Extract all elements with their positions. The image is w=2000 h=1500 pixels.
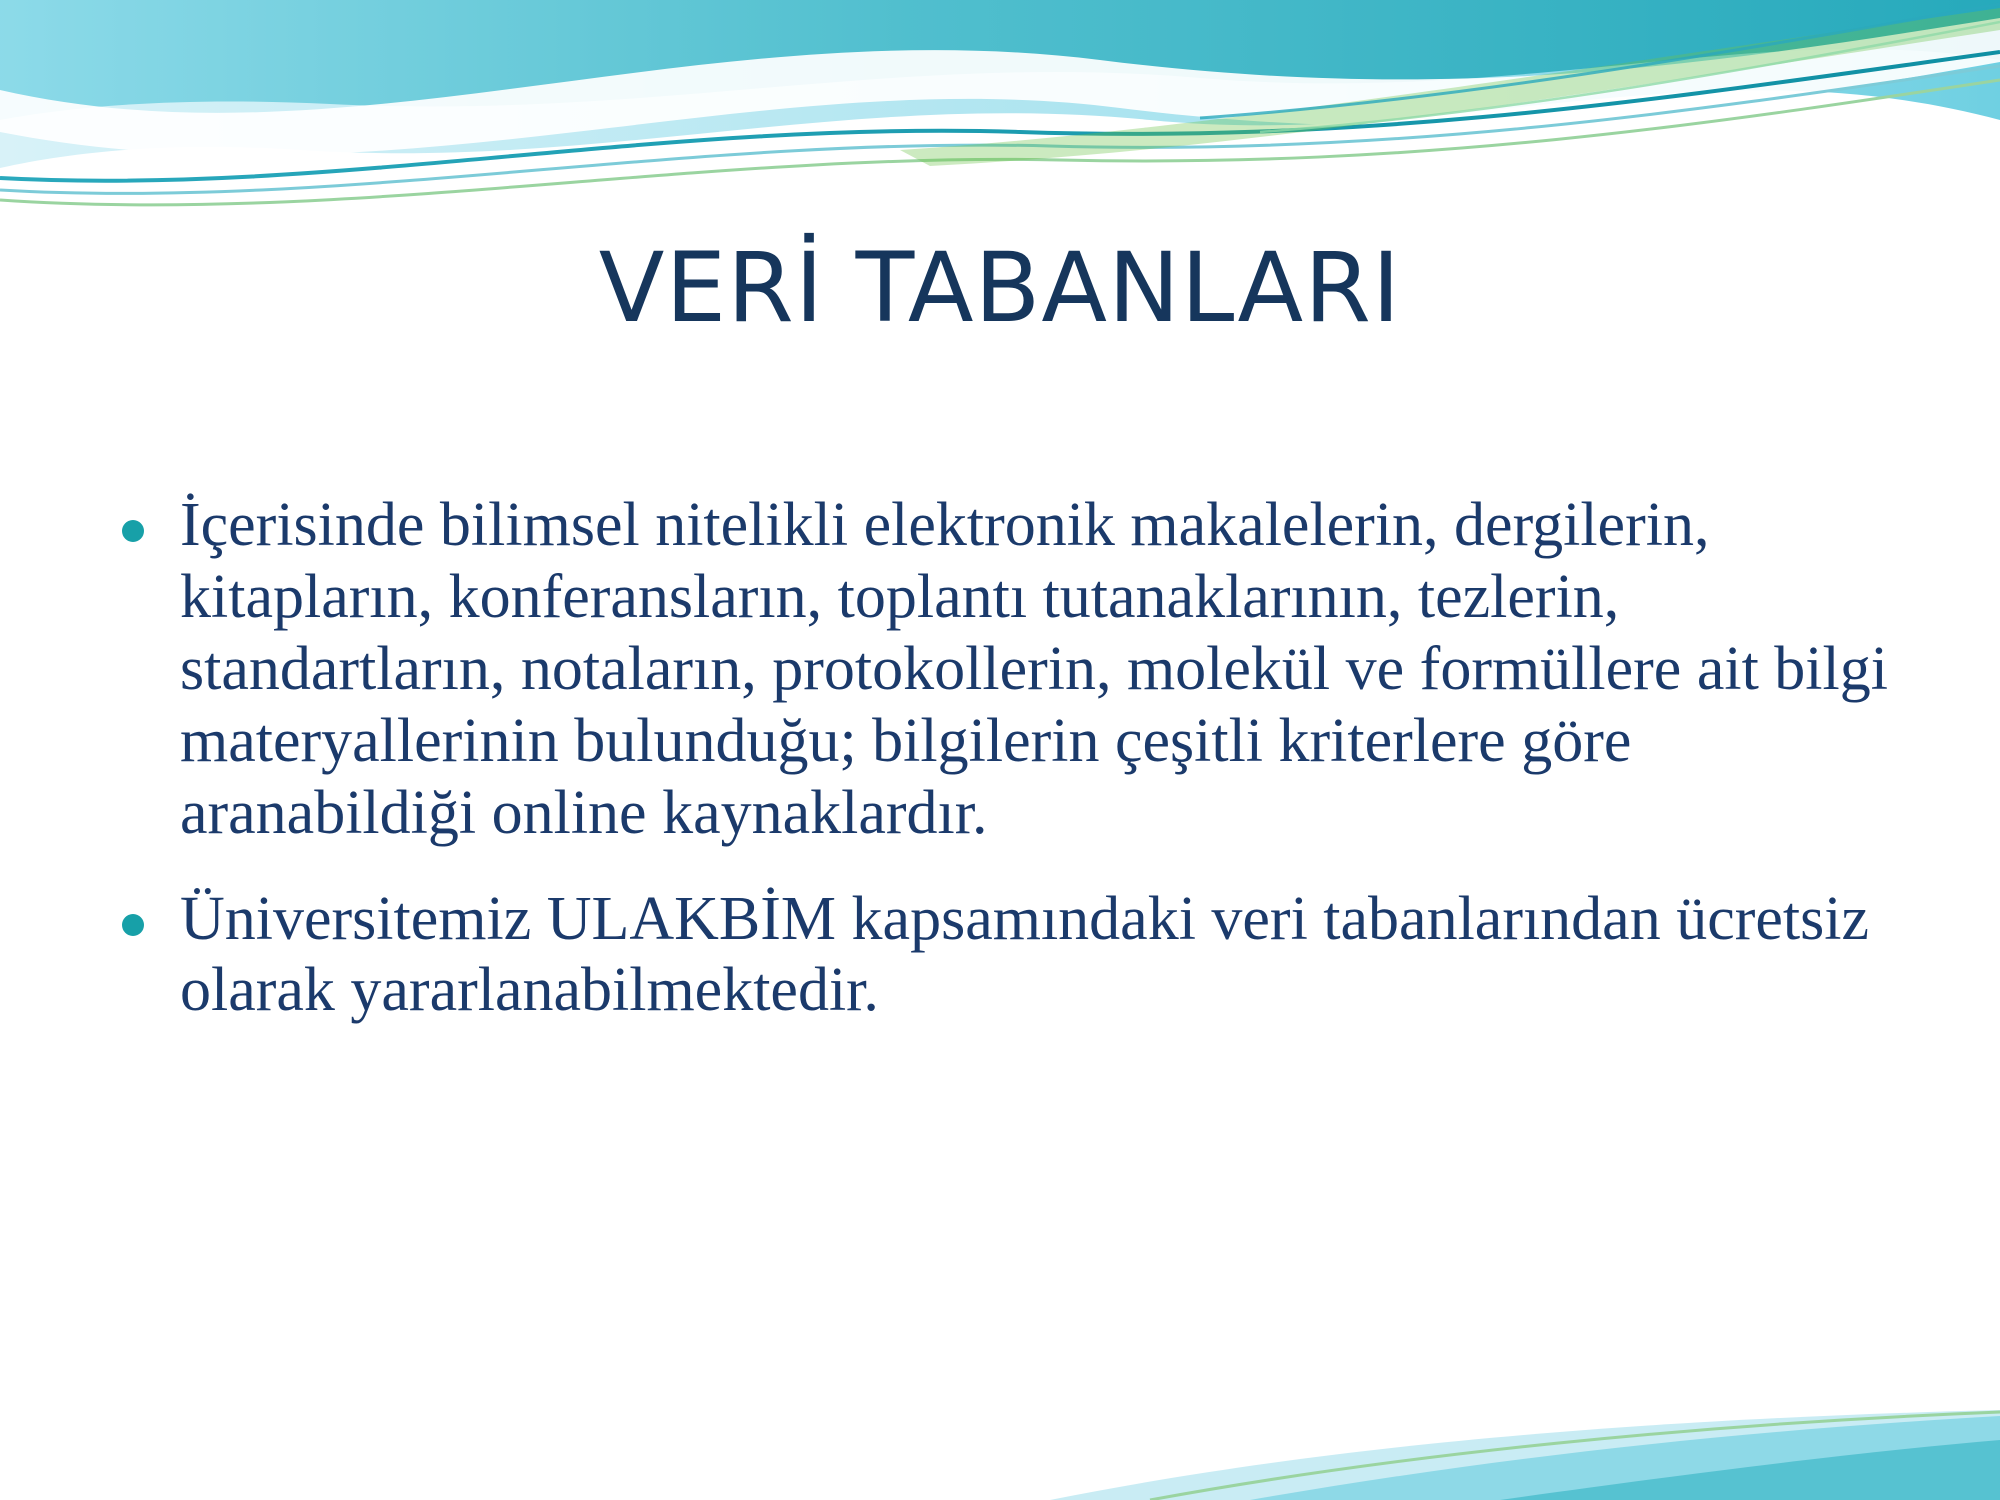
bullet-dot-icon (122, 520, 144, 542)
bullet-dot-icon (122, 914, 144, 936)
bullet-list (108, 490, 1918, 1027)
content-body (108, 490, 1918, 1027)
top-wave-decoration (0, 0, 2000, 260)
list-item-text: İçerisinde bilimsel nitelikli elektronik makalelerin, dergilerin, kitapların, konferansların, toplantı tutanaklarının, tezlerin, standartların, notaların, protokollerin, molekül ve formüllere ait bilgi materyallerinin bulunduğu; bilgilerin çeşitli kriterlere göre aranabildiği online kaynaklardır. (180, 491, 1888, 847)
bottom-wave-decoration (0, 1410, 2000, 1500)
list-item (108, 884, 1918, 1028)
list-item (108, 490, 1918, 850)
page-title: VERİ TABANLARI (598, 232, 1402, 344)
list-item-text: Üniversitemiz ULAKBİM kapsamındaki veri tabanlarından ücretsiz olarak yararlanabilmektedir. (180, 884, 1869, 1025)
